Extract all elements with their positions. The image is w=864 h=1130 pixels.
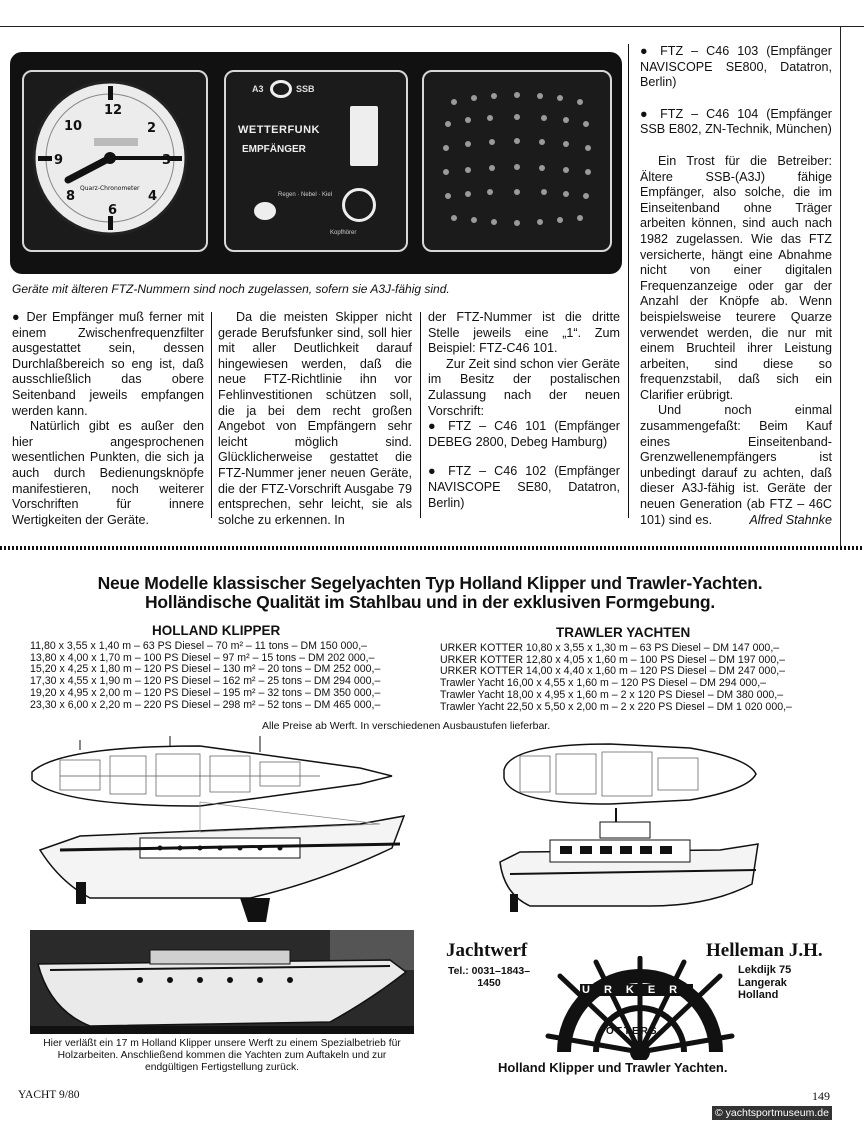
col2-paragraph-1: Da die meisten Skipper nicht gerade Berufsfunker sind, soll hier mit aller Deutlichkeit darauf hingewiesen werden, daß die neue FTZ-Richtlinie ihn vor Fehlinvestitionen schützen soll, die ja bei dem recht großen Angebot von Empfängern sehr leicht möglich sind. Glücklicherweise gestattet die FTZ-Nummer jener neuen Geräte, die der FTZ-Vorschrift Ausgabe 79 entsprechen, sehr leicht, sie als solche zu erkennen. In (218, 310, 412, 527)
klipper-row: 23,30 x 6,00 x 2,20 m – 220 PS Diesel – 298 m² – 52 tons – DM 465 000,– (30, 698, 381, 711)
trawler-row: Trawler Yacht 16,00 x 4,55 x 1,60 m – 120 PS Diesel – DM 294 000,– (440, 677, 767, 690)
trawler-price-list (440, 643, 840, 713)
advertisement (20, 574, 840, 612)
section-separator (0, 546, 864, 550)
ad-headline-2: Holländische Qualität im Stahlbau und in der exklusiven Formgebung. (144, 592, 716, 612)
svg-text:2: 2 (147, 121, 157, 136)
magazine-issue: YACHT 9/80 (18, 1089, 80, 1101)
yard-address-line: Holland (738, 989, 779, 1001)
meter-icon (350, 106, 378, 166)
svg-text:3: 3 (162, 153, 172, 168)
col3-paragraph-2: Zur Zeit sind schon vier Geräte im Besitz der postalischen Zulassung nach der neuen Vorschrift: (428, 356, 620, 418)
price-note: Alle Preise ab Werft. In verschiedenen Ausbaustufen lieferbar. (262, 720, 551, 732)
yard-name: Jachtwerf (446, 940, 528, 961)
klipper-heading: HOLLAND KLIPPER (152, 623, 281, 638)
col4-paragraph-3: Ein Trost für die Betreiber: Ältere SSB-(A3J) fähige Empfänger, also solche, die im Einseitenband ohne Träger arbeiten können, sind auch nach 1982 zugelassen. Wie das FTZ versicherte, hängt eine Abnahme nicht von einer digitalen Frequenzanzeige oder gar der Anzahl der Knöpfe ab. Wenn beispielsweise teurere Quarze verwendet werden, die nur mit einem Bruchteil ihrer Leistung arbeiten, sind diese so frequenzstabil, daß sich ein Clarifier erübrigt. (640, 153, 832, 402)
klipper-plan-drawing (20, 732, 420, 924)
radio-logo-icon (270, 80, 292, 98)
column-1 (12, 310, 204, 528)
column-3 (428, 310, 620, 511)
column-4 (640, 44, 832, 529)
author: Alfred Stahnke (749, 513, 832, 528)
trawler-row: URKER KOTTER 14,00 x 4,40 x 1,60 m – 120 PS Diesel – DM 247 000,– (440, 665, 786, 678)
trawler-row: Trawler Yacht 18,00 x 4,95 x 1,60 m – 2 x 120 PS Diesel – DM 380 000,– (440, 688, 784, 701)
column-divider (211, 312, 212, 518)
yard-owner: Helleman J.H. (706, 940, 823, 961)
photo-caption: Geräte mit älteren FTZ-Nummern sind noch zugelassen, sofern sie A3J-fähig sind. (12, 282, 450, 296)
wheel-bottom-label: OTTERS (606, 1026, 659, 1037)
speaker-panel (422, 70, 612, 252)
col4-paragraph-2: ● FTZ – C46 104 (Empfänger SSB E802, ZN-Technik, München) (640, 106, 832, 137)
col1-paragraph-1: ● Der Empfänger muß ferner mit einem Zwischenfrequenzfilter ausgestattet sein, dessen Durchlaßbereich so eng ist, daß ausschließlich das obere Seitenband jeweils empfangen werden kann. (12, 310, 204, 418)
trawler-row: URKER KOTTER 12,80 x 4,05 x 1,60 m – 100 PS Diesel – DM 197 000,– (440, 653, 786, 666)
klipper-row: 13,80 x 4,00 x 1,70 m – 100 PS Diesel – 97 m² – 15 tons – DM 202 000,– (30, 651, 375, 664)
column-2 (218, 310, 412, 528)
col3-paragraph-1: der FTZ-Nummer ist die dritte Stelle jeweils eine „1“. Zum Beispiel: FTZ-C46 101. (428, 310, 620, 356)
column-divider (628, 44, 629, 518)
radio-title-2: EMPFÄNGER (242, 144, 306, 155)
shipyard-photo (30, 930, 414, 1034)
radio-top-label: A3 (252, 84, 264, 94)
svg-text:10: 10 (64, 119, 83, 134)
toggle-knob-icon (254, 202, 276, 220)
right-edge-rule (840, 26, 841, 546)
ship-wheel-icon (540, 956, 740, 1060)
ad-headline-1: Neue Modelle klassischer Segelyachten Typ Holland Klipper und Trawler-Yachten. (97, 573, 763, 593)
col4-paragraph-1: ● FTZ – C46 103 (Empfänger NAVISCOPE SE800, Datatron, Berlin) (640, 44, 832, 90)
yard-address-line: Lekdijk 75 (738, 964, 792, 976)
svg-text:9: 9 (54, 153, 64, 168)
klipper-row: 17,30 x 4,55 x 1,90 m – 120 PS Diesel – 162 m² – 25 tons – DM 294 000,– (30, 675, 381, 688)
clock-face (24, 72, 206, 250)
trawler-row: Trawler Yacht 22,50 x 5,50 x 2,00 m – 2 x 220 PS Diesel – DM 1 020 000,– (440, 700, 792, 713)
clock-panel (22, 70, 208, 252)
watermark: © yachtsportmuseum.de (712, 1106, 832, 1120)
klipper-price-list (30, 641, 430, 711)
clock-brand: Quarz-Chronometer (80, 185, 140, 192)
svg-text:4: 4 (148, 189, 158, 204)
knob-bottom-label: Kopfhörer (330, 230, 357, 236)
wheel-letters: URKER (582, 984, 692, 996)
knob-labels: Regen · Nebel · Kiel (278, 192, 333, 198)
radio-photo (10, 52, 622, 274)
klipper-hull-image (30, 930, 414, 1034)
radio-panel (224, 70, 408, 252)
svg-text:12: 12 (104, 103, 123, 118)
col1-paragraph-2: Natürlich gibt es außer den hier angesprochenen wesentlichen Punkten, die sich ja auch durch Bedienungsknöpfe manifestieren, noch weiterer Vorschriften für innere Wertigkeiten der Geräte. (12, 419, 204, 527)
svg-text:6: 6 (108, 203, 118, 218)
col3-paragraph-4: ● FTZ – C46 102 (Empfänger NAVISCOPE SE80, Datatron, Berlin) (428, 464, 620, 510)
ad-tagline: Holland Klipper und Trawler Yachten. (498, 1060, 728, 1075)
yard-phone: Tel.: 0031–1843– 1450 (447, 965, 531, 989)
yard-address (738, 964, 791, 1002)
top-rule (0, 26, 864, 27)
column-divider (420, 312, 421, 518)
trawler-plan-drawing (490, 734, 766, 922)
shipyard-photo-caption: Hier verläßt ein 17 m Holland Klipper unsere Werft zu einem Spezialbetrieb für Holzarbeiten. Anschließend kommen die Yachten zum Auftakeln und zur endgültigen Fertigstellung zurück. (43, 1038, 401, 1073)
klipper-row: 19,20 x 4,95 x 2,00 m – 120 PS Diesel – 195 m² – 32 tons – DM 350 000,– (30, 686, 381, 699)
col3-paragraph-3: ● FTZ – C46 101 (Empfänger DEBEG 2800, Debeg Hamburg) (428, 419, 620, 449)
radio-logo-label: SSB (296, 84, 315, 94)
volume-knob-icon (342, 188, 376, 222)
klipper-row: 11,80 x 3,55 x 1,40 m – 63 PS Diesel – 70 m² – 11 tons – DM 150 000,– (30, 640, 368, 652)
svg-text:8: 8 (66, 189, 76, 204)
trawler-row: URKER KOTTER 10,80 x 3,55 x 1,30 m – 63 PS Diesel – DM 147 000,– (440, 642, 780, 654)
klipper-row: 15,20 x 4,25 x 1,80 m – 120 PS Diesel – 130 m² – 20 tons – DM 252 000,– (30, 663, 381, 676)
col4-paragraph-4: Und noch einmal zusammengefaßt: Beim Kauf eines Einseitenband-Grenzwellenempfängers ist unbedingt darauf zu achten, daß dieser A3J-fähig ist. Geräte der neuen Generation (ab FTZ – 46C 101) sind es. (640, 403, 832, 527)
yard-address-line: Langerak (738, 976, 787, 989)
page-number: 149 (812, 1089, 830, 1103)
speaker-grille-icon (424, 72, 610, 250)
radio-title-1: WETTERFUNK (238, 124, 320, 136)
trawler-heading: TRAWLER YACHTEN (556, 625, 691, 640)
